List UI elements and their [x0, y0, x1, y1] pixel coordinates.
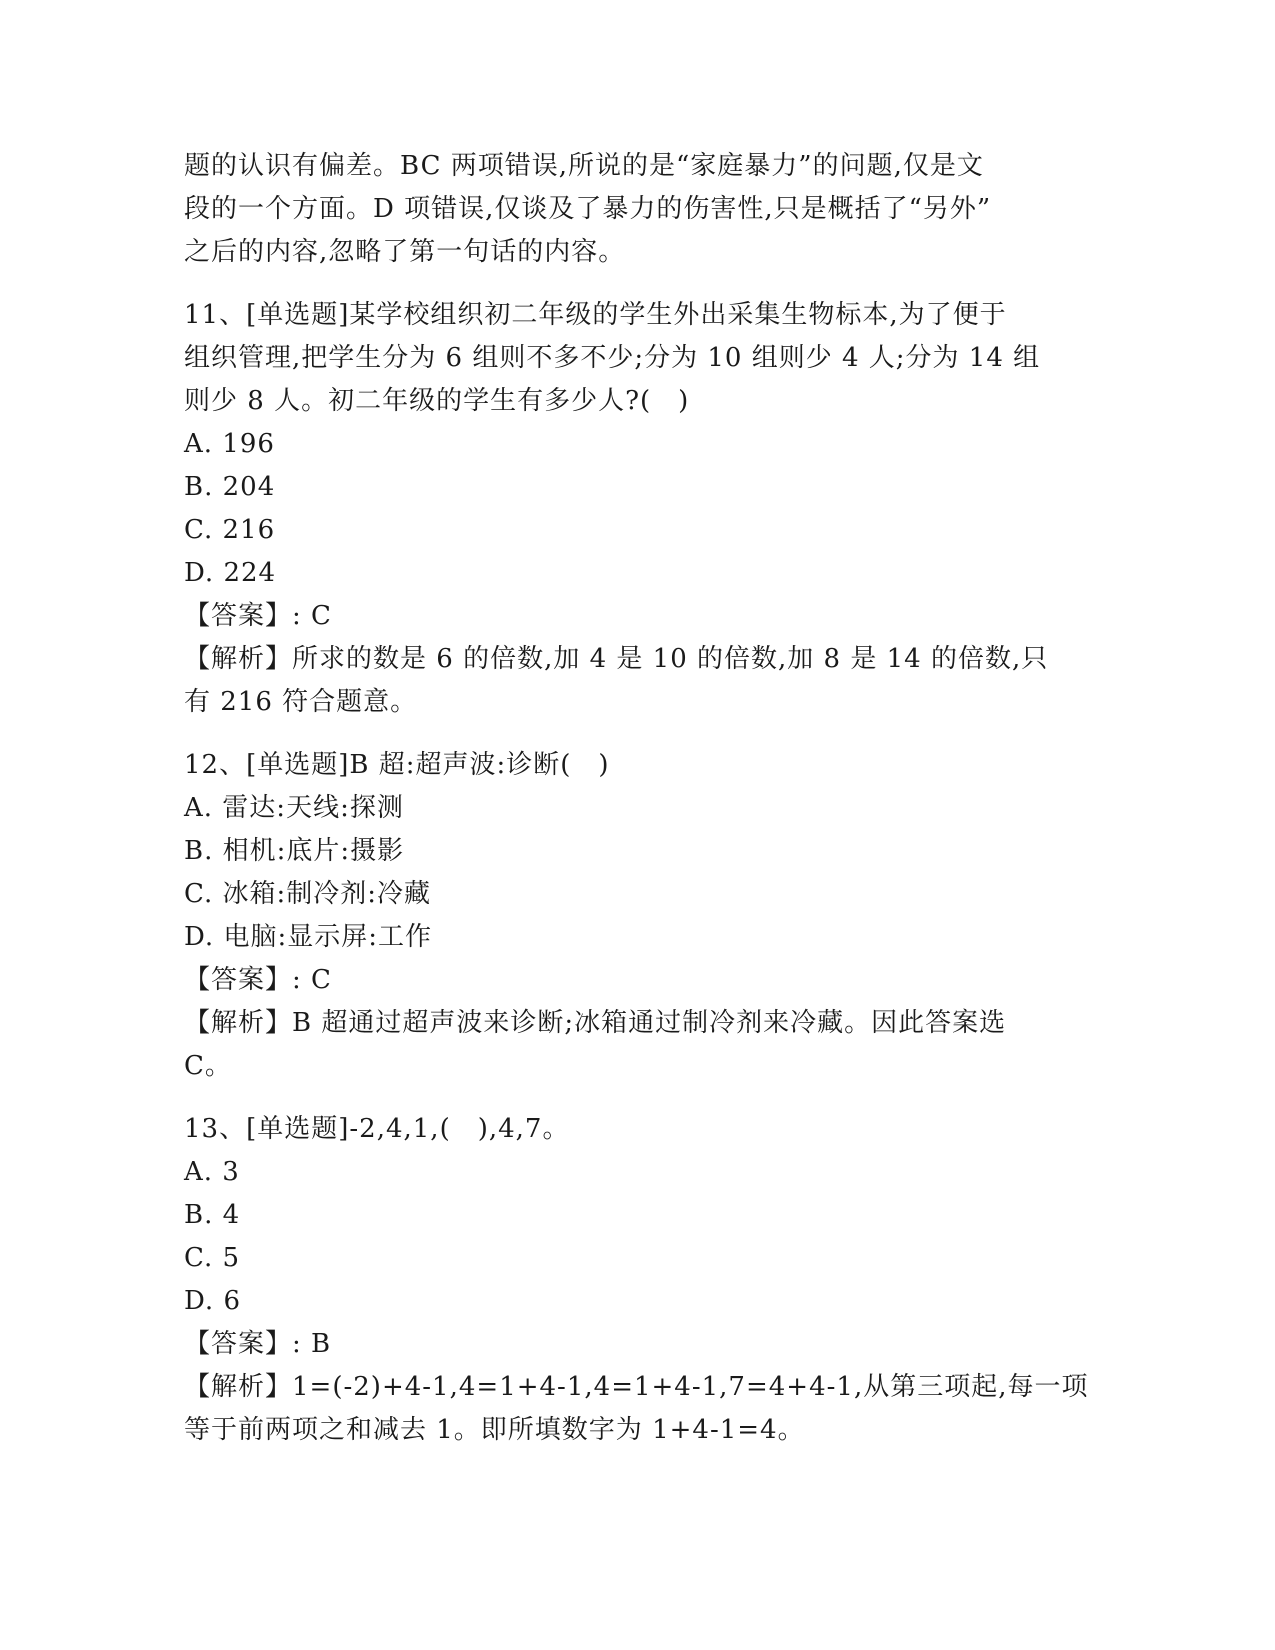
intro-paragraph [184, 145, 1084, 274]
option-b: B. 4 [184, 1200, 241, 1230]
question-stem: 则少 8 人。初二年级的学生有多少人?( ) [184, 386, 690, 416]
option-c: C. 5 [184, 1243, 241, 1273]
question-stem: 组织管理,把学生分为 6 组则不多不少;分为 10 组则少 4 人;分为 14 组 [184, 343, 1041, 373]
answer-line: 【答案】: B [184, 1329, 332, 1359]
option-d: D. 6 [184, 1286, 241, 1316]
analysis-line: 有 216 符合题意。 [184, 687, 418, 717]
intro-line: 题的认识有偏差。BC 两项错误,所说的是“家庭暴力”的问题,仅是文 [184, 151, 984, 181]
option-a: A. 3 [184, 1157, 240, 1187]
intro-line: 之后的内容,忽略了第一句话的内容。 [184, 237, 626, 267]
analysis-line: 【解析】所求的数是 6 的倍数,加 4 是 10 的倍数,加 8 是 14 的倍数,只 [184, 644, 1049, 674]
option-c: C. 冰箱:制冷剂:冷藏 [184, 879, 432, 909]
answer-line: 【答案】: C [184, 601, 332, 631]
question-stem: 13、[单选题]-2,4,1,( ),4,7。 [184, 1114, 570, 1144]
option-b: B. 相机:底片:摄影 [184, 836, 405, 866]
analysis-line: C。 [184, 1051, 232, 1081]
option-d: D. 224 [184, 558, 277, 588]
question-stem: 12、[单选题]B 超:超声波:诊断( ) [184, 750, 610, 780]
question-stem: 11、[单选题]某学校组织初二年级的学生外出采集生物标本,为了便于 [184, 300, 1007, 330]
analysis-line: 【解析】1=(-2)+4-1,4=1+4-1,4=1+4-1,7=4+4-1,从第三项起,每一项 [184, 1372, 1089, 1402]
option-c: C. 216 [184, 515, 276, 545]
intro-line: 段的一个方面。D 项错误,仅谈及了暴力的伤害性,只是概括了“另外” [184, 194, 992, 224]
option-a: A. 196 [184, 429, 275, 459]
option-d: D. 电脑:显示屏:工作 [184, 922, 432, 952]
document-page [184, 145, 1089, 1452]
question-13 [184, 1108, 1089, 1452]
answer-line: 【答案】: C [184, 965, 332, 995]
option-a: A. 雷达:天线:探测 [184, 793, 404, 823]
analysis-line: 等于前两项之和减去 1。即所填数字为 1+4-1=4。 [184, 1415, 805, 1445]
question-12 [184, 744, 1084, 1088]
question-11 [184, 294, 1084, 724]
analysis-line: 【解析】B 超通过超声波来诊断;冰箱通过制冷剂来冷藏。因此答案选 [184, 1008, 1007, 1038]
option-b: B. 204 [184, 472, 276, 502]
